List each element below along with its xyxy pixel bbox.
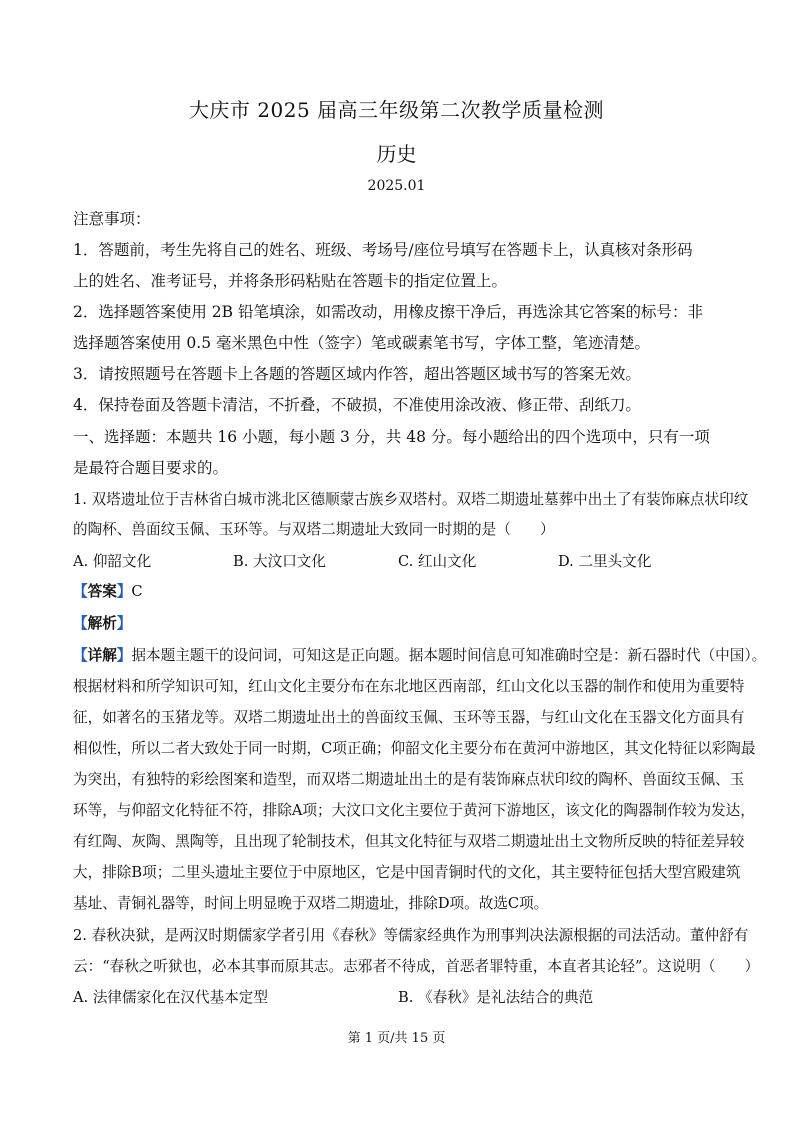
question-2-stem: 2. 春秋决狱，是两汉时期儒家学者引用《春秋》等儒家经典作为刑事判决法源根据的司法活动。董仲舒有 [73, 927, 749, 944]
notice-heading: 注意事项： [73, 210, 151, 228]
question-1-stem: 1. 双塔遗址位于吉林省白城市洮北区德顺蒙古族乡双塔村。双塔二期遗址墓葬中出土了有装饰麻点状印纹 [73, 491, 749, 508]
exam-date: 2025.01 [367, 178, 426, 194]
question-2-stem: 云：“春秋之听狱也，必本其事而原其志。志邪者不待成，首恶者罪特重，本直者其论轻”。这说明（ ） [73, 958, 760, 975]
q2-option-b: B. 《春秋》是礼法结合的典范 [398, 989, 594, 1006]
answer-value: C [131, 583, 143, 600]
q1-option-b: B. 大汶口文化 [233, 553, 326, 570]
detail-text: 据本题主题干的设问词，可知这是正向题。据本题时间信息可知准确时空是：新石器时代（中国）。 [131, 647, 767, 664]
detail-label: 详解 [87, 647, 117, 664]
notice-line: 1．答题前，考生先将自己的姓名、班级、考场号/座位号填写在答题卡上，认真核对条形码 [73, 241, 693, 259]
q1-option-a: A. 仰韶文化 [73, 553, 152, 570]
q1-detail-line: 环等，与仰韶文化特征不符，排除A项；大汶口文化主要位于黄河下游地区，该文化的陶器制作较为发达， [73, 802, 755, 819]
q1-analysis-label: 【解析】 [73, 615, 132, 632]
notice-line: 3．请按照题号在答题卡上各题的答题区域内作答，超出答题区域书写的答案无效。 [73, 365, 641, 383]
q1-detail-line: 有红陶、灰陶、黑陶等，且出现了轮制技术，但其文化特征与双塔二期遗址出土文物所反映的特征差异较 [73, 833, 745, 850]
notice-line: 选择题答案使用 0.5 毫米黑色中性（签字）笔或碳素笔书写，字体工整，笔迹清楚。 [73, 334, 651, 352]
q1-detail-line: 基址、青铜礼器等，时间上明显晚于双塔二期遗址，排除D项。故选C项。 [73, 895, 549, 912]
notice-line: 上的姓名、准考证号，并将条形码粘贴在答题卡的指定位置上。 [73, 272, 508, 290]
section-heading-cont: 是最符合题目要求的。 [73, 459, 229, 477]
subject-title: 历史 [376, 142, 417, 166]
analysis-label: 解析 [87, 615, 117, 632]
section-heading: 一、选择题：本题共 16 小题，每小题 3 分，共 48 分。每小题给出的四个选项中，只有一项 [73, 428, 710, 446]
q1-detail-line: 大，排除B项；二里头遗址主要位于中原地区，它是中国青铜时代的文化，其主要特征包括大型宫殿建筑 [73, 864, 741, 881]
q2-option-a: A. 法律儒家化在汉代基本定型 [73, 989, 268, 1006]
q1-detail-line: 相似性，所以二者大致处于同一时期，C项正确；仰韶文化主要分布在黄河中游地区，其文化特征以彩陶最 [73, 740, 756, 757]
q1-detail-line: 征，如著名的玉猪龙等。双塔二期遗址出土的兽面纹玉佩、玉环等玉器，与红山文化在玉器文化方面具有 [73, 709, 745, 726]
answer-label: 答案 [87, 583, 117, 600]
page-footer: 第 1 页/共 15 页 [347, 1031, 446, 1046]
question-1-stem: 的陶杯、兽面纹玉佩、玉环等。与双塔二期遗址大致同一时期的是（ ） [73, 521, 555, 538]
notice-line: 2．选择题答案使用 2B 铅笔填涂，如需改动，用橡皮擦干净后，再选涂其它答案的标号：非 [73, 303, 703, 321]
notice-line: 4．保持卷面及答题卡清洁，不折叠，不破损，不准使用涂改液、修正带、刮纸刀。 [73, 396, 641, 414]
q1-option-c: C. 红山文化 [398, 553, 477, 570]
q1-detail-line: 为突出，有独特的彩绘图案和造型，而双塔二期遗址出土的是有装饰麻点状印纹的陶杯、兽面纹玉佩、玉 [73, 771, 745, 788]
q1-detail-line: 【详解】据本题主题干的设问词，可知这是正向题。据本题时间信息可知准确时空是：新石器时代（中国）。 [73, 647, 767, 664]
q1-detail-line: 根据材料和所学知识可知，红山文化主要分布在东北地区西南部，红山文化以玉器的制作和使用为重要特 [73, 678, 745, 695]
q1-option-d: D. 二里头文化 [558, 553, 652, 570]
q1-answer: 【答案】C [73, 583, 143, 600]
exam-title: 大庆市 2025 届高三年级第二次教学质量检测 [188, 98, 605, 122]
